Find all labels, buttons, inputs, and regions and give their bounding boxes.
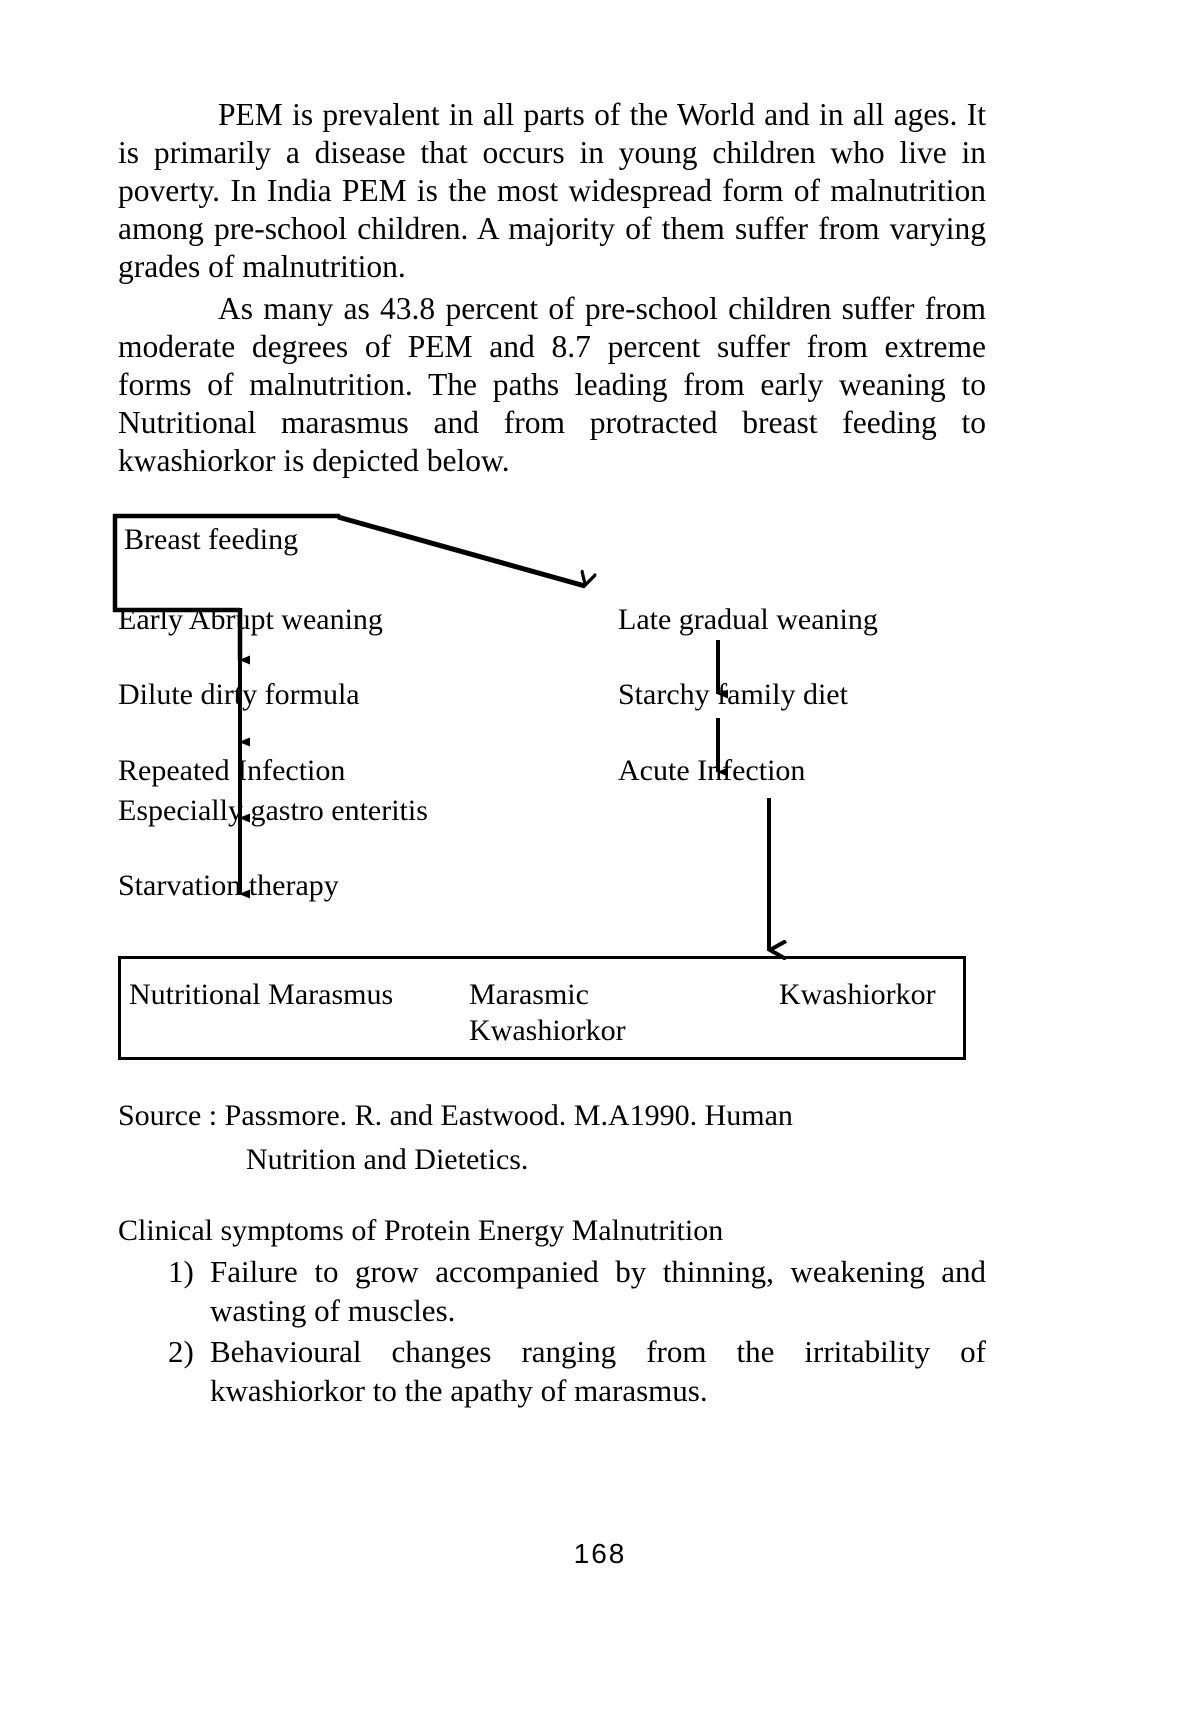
outcome-nutritional-marasmus: Nutritional Marasmus — [129, 978, 394, 1011]
outcome-kwashiorkor: Kwashiorkor — [779, 978, 936, 1011]
outcome-marasmic: Marasmic — [469, 978, 589, 1011]
node-dilute-dirty-formula: Dilute dirty formula — [118, 678, 360, 711]
source-label: Source : — [118, 1099, 218, 1132]
node-breast-feeding: Breast feeding — [124, 523, 299, 556]
source-line-2: Nutrition and Dietetics. — [246, 1143, 529, 1176]
node-starvation-therapy: Starvation therapy — [118, 869, 339, 902]
node-late-gradual-weaning: Late gradual weaning — [618, 603, 878, 636]
list-item-text: Failure to grow accompanied by thinning, weakening and wasting of muscles. — [210, 1254, 986, 1328]
list-item-number: 2) — [168, 1334, 194, 1369]
list-item-text: Behavioural changes ranging from the irritability of kwashiorkor to the apathy of marasmus. — [210, 1334, 986, 1408]
node-repeated-infection: Repeated Infection — [118, 754, 346, 787]
source-citation — [118, 1094, 986, 1182]
page-number: 168 — [573, 1538, 627, 1569]
symptoms-list — [118, 1252, 986, 1412]
list-item-number: 1) — [168, 1254, 194, 1289]
outcome-box — [118, 956, 966, 1060]
paragraph-block-1 — [118, 96, 986, 286]
paragraph-1: PEM is prevalent in all parts of the World and in all ages. It is primarily a disease that occurs in young children who live in poverty. In India PEM is the most widespread form of malnutrition among pre-school children. A majority of them suffer from varying grades of malnutrition. — [118, 97, 986, 284]
paragraph-block-2 — [118, 290, 986, 480]
list-item — [118, 1252, 986, 1330]
outcome-marasmic-kwashiorkor: Kwashiorkor — [469, 1014, 626, 1047]
node-acute-infection: Acute Infection — [618, 754, 806, 787]
list-item — [118, 1332, 986, 1410]
node-especially-gastro-enteritis: Especially gastro enteritis — [118, 794, 428, 827]
paragraph-2: As many as 43.8 percent of pre-school children suffer from moderate degrees of PEM and 8.7 percent suffer from extreme forms of malnutrition. The paths leading from early weaning to Nutritional marasmus and from protracted breast feeding to kwashiorkor is depicted below. — [118, 291, 986, 478]
source-line-1: Passmore. R. and Eastwood. M.A1990. Human — [224, 1099, 793, 1132]
symptoms-heading: Clinical symptoms of Protein Energy Malnutrition — [118, 1214, 724, 1247]
connector-root-to-right — [338, 517, 585, 586]
node-early-abrupt-weaning: Early Abrupt weaning — [118, 603, 383, 636]
node-starchy-family-diet: Starchy family diet — [618, 678, 848, 711]
